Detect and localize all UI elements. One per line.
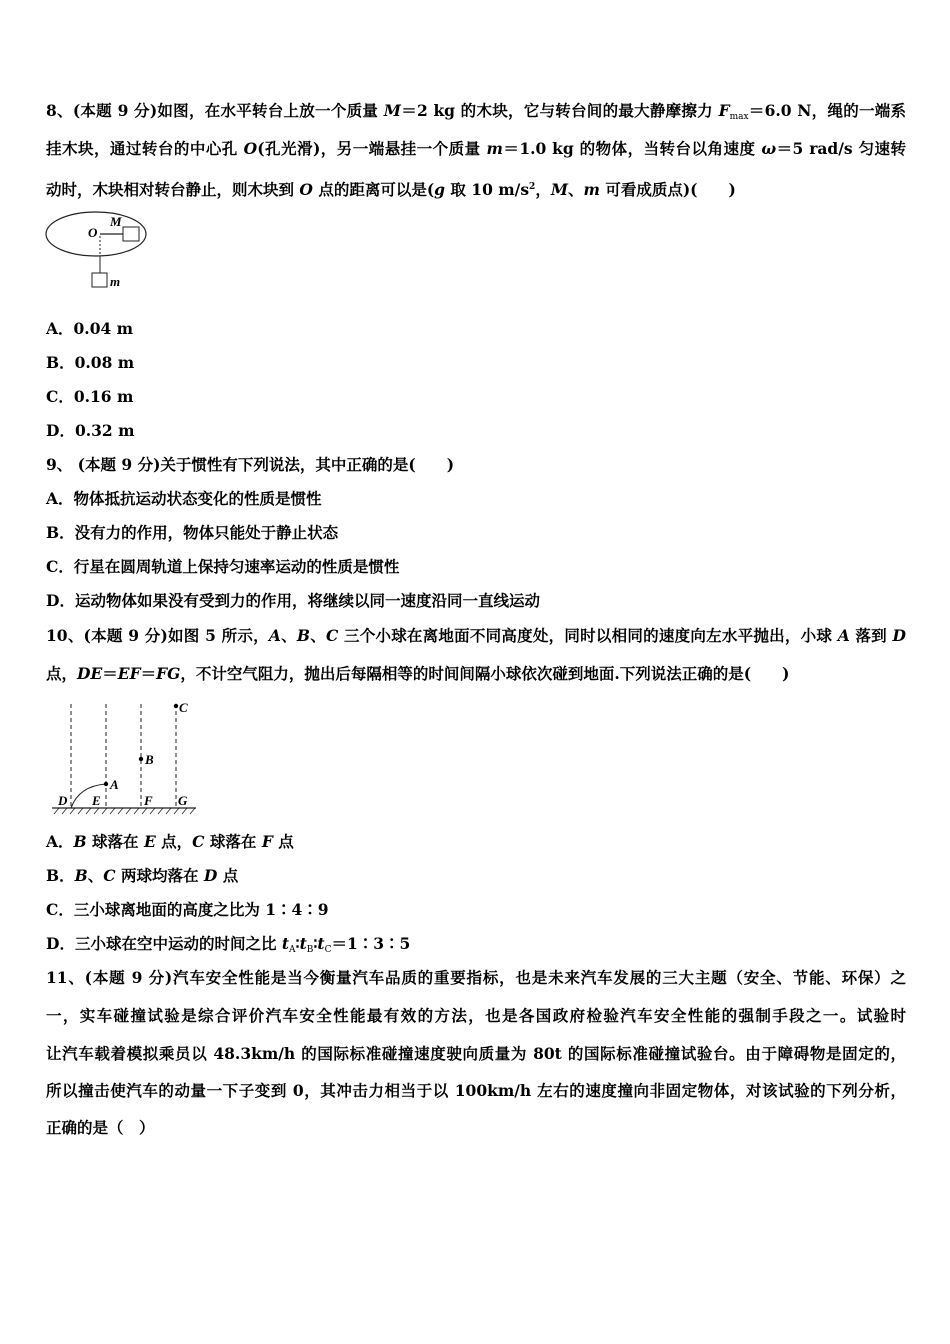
text-segment: C — [192, 832, 205, 851]
text-line — [46, 626, 906, 646]
text-segment: A — [837, 626, 850, 645]
text-segment: D．0.32 m — [46, 421, 135, 440]
text-segment: 、 — [568, 180, 584, 199]
text-segment: 、 — [309, 626, 326, 645]
text-segment: D — [203, 866, 218, 885]
text-segment: ω — [761, 139, 777, 158]
text-segment: g — [434, 180, 445, 199]
text-line — [46, 489, 322, 509]
label-C: C — [179, 700, 188, 715]
text-segment: D．三小球在空中运动的时间之比 — [46, 934, 282, 953]
text-segment: 两球均落在 — [115, 866, 204, 885]
text-segment: B — [296, 626, 310, 645]
text-segment: D — [892, 626, 906, 645]
text-segment: m — [583, 180, 600, 199]
text-segment: O — [299, 180, 313, 199]
text-segment: 10、(本题 9 分)如图 5 所示， — [46, 626, 269, 645]
text-segment: 球落在 — [204, 832, 262, 851]
text-line — [46, 353, 134, 373]
text-line — [46, 1118, 155, 1138]
text-segment: A．0.04 m — [46, 319, 134, 338]
text-segment: m — [486, 139, 503, 158]
text-segment: 三个小球在离地面不同高度处，同时以相同的速度向左水平抛出，小球 — [338, 626, 838, 645]
text-segment: C — [103, 866, 116, 885]
text-segment: t — [281, 934, 290, 953]
text-segment: ＝5 rad/s 匀速转 — [776, 139, 906, 158]
text-segment: ＝1.0 kg 的物体，当转台以角速度 — [502, 139, 762, 158]
text-segment: B — [73, 832, 87, 851]
text-line — [46, 557, 399, 577]
text-segment: 正确的是（ ） — [46, 1118, 155, 1137]
text-segment: max — [729, 112, 749, 122]
text-segment: ＝1∶3∶5 — [331, 934, 411, 953]
text-segment: 一，实车碰撞试验是综合评价汽车安全性能最有效的方法，也是各国政府检验汽车安全性能的强制手段之一。试验时 — [46, 1006, 906, 1025]
text-segment: A — [268, 626, 281, 645]
text-segment: 9、 (本题 9 分)关于惯性有下列说法，其中正确的是( ) — [46, 455, 455, 474]
text-line — [46, 387, 133, 407]
text-segment: C．0.16 m — [46, 387, 134, 406]
text-segment: D．运动物体如果没有受到力的作用，将继续以同一速度沿同一直线运动 — [46, 591, 540, 610]
text-segment: C．三小球离地面的高度之比为 1∶4∶9 — [46, 900, 329, 919]
label-G: G — [178, 793, 188, 808]
label-E: E — [92, 793, 101, 808]
text-segment: EF — [117, 664, 141, 683]
text-segment: 点的距离可以是( — [312, 180, 435, 199]
text-segment: M — [550, 180, 568, 199]
text-segment: B — [74, 866, 88, 885]
text-segment: 可看成质点)( ) — [599, 180, 736, 199]
text-segment: ∶ — [313, 934, 318, 953]
text-segment: ，不计空气阻力，抛出后每隔相等的时间间隔小球依次碰到地面.下列说法正确的是( ) — [180, 664, 790, 683]
text-segment: F — [261, 832, 273, 851]
text-segment: FG — [156, 664, 181, 683]
text-segment: ∶ — [295, 934, 300, 953]
text-segment: 点 — [272, 832, 294, 851]
text-segment: E — [143, 832, 156, 851]
text-segment: 8、(本题 9 分)如图，在水平转台上放一个质量 — [46, 101, 384, 120]
text-line — [46, 900, 329, 920]
text-segment: ＝6.0 N，绳的一端系 — [748, 101, 907, 120]
projectile-figure — [46, 698, 206, 818]
text-segment: C．行星在圆周轨道上保持匀速率运动的性质是惯性 — [46, 557, 400, 576]
text-segment: 、 — [87, 866, 104, 885]
text-segment: C — [324, 945, 332, 955]
text-segment: B．没有力的作用，物体只能处于静止状态 — [46, 523, 339, 542]
text-segment: C — [325, 626, 339, 645]
text-line — [46, 968, 906, 988]
text-line — [46, 523, 338, 543]
text-line — [46, 664, 789, 684]
text-line — [46, 421, 135, 441]
text-segment: 球落在 — [86, 832, 144, 851]
text-segment: O — [243, 139, 258, 158]
text-segment: 2 — [529, 182, 536, 192]
label-M: M — [110, 214, 122, 229]
label-F: F — [144, 793, 153, 808]
label-O: O — [88, 225, 98, 240]
text-segment: ， — [535, 180, 551, 199]
text-segment: 11、(本题 9 分)汽车安全性能是当今衡量汽车品质的重要指标，也是未来汽车发展的三大主题（安全、节能、环保）之 — [46, 968, 906, 987]
text-line — [46, 139, 906, 159]
text-segment: A． — [46, 832, 74, 851]
text-line — [46, 1081, 906, 1101]
text-segment: A．物体抵抗运动状态变化的性质是惯性 — [46, 489, 322, 508]
text-segment: B．0.08 m — [46, 353, 135, 372]
text-segment: B． — [46, 866, 75, 885]
turntable-figure — [44, 210, 154, 292]
text-segment: M — [383, 101, 401, 120]
text-segment: 取 10 m/s — [445, 180, 530, 199]
label-m: m — [110, 274, 121, 289]
label-D: D — [58, 793, 68, 808]
text-segment: ＝ — [102, 664, 118, 683]
text-line — [46, 1044, 906, 1064]
text-line — [46, 591, 540, 611]
text-line — [46, 1006, 906, 1026]
text-segment: (孔光滑)，另一端悬挂一个质量 — [257, 139, 487, 158]
text-segment: 挂木块，通过转台的中心孔 — [46, 139, 244, 158]
label-A: A — [110, 777, 119, 792]
text-segment: 动时，木块相对转台静止，则木块到 — [46, 180, 300, 199]
text-segment: t — [317, 934, 325, 953]
label-B: B — [145, 752, 154, 767]
text-segment: B — [306, 945, 314, 955]
text-line — [46, 832, 294, 852]
text-line — [46, 177, 736, 200]
text-segment: DE — [77, 664, 103, 683]
text-line — [46, 866, 238, 886]
text-segment: 让汽车载着模拟乘员以 48.3km/h 的国际标准碰撞速度驶向质量为 80t 的国际标准碰撞试验台。由于障碍物是固定的， — [46, 1044, 906, 1063]
text-line — [46, 319, 133, 339]
text-segment: F — [718, 101, 730, 120]
text-segment: A — [289, 945, 296, 955]
text-segment: ＝2 kg 的木块，它与转台间的最大静摩擦力 — [400, 101, 719, 120]
text-segment: ＝ — [140, 664, 157, 683]
text-line — [46, 455, 454, 475]
text-segment: 点， — [155, 832, 193, 851]
text-segment: 所以撞击使汽车的动量一下子变到 0，其冲击力相当于以 100km/h 左右的速度撞向非固定物体，对该试验的下列分析， — [46, 1081, 906, 1100]
text-segment: 点 — [217, 866, 239, 885]
text-segment: 落到 — [849, 626, 893, 645]
text-line — [46, 101, 906, 127]
text-line — [46, 934, 410, 960]
text-segment: 点， — [46, 664, 78, 683]
text-segment: 、 — [280, 626, 297, 645]
text-segment: t — [299, 934, 307, 953]
